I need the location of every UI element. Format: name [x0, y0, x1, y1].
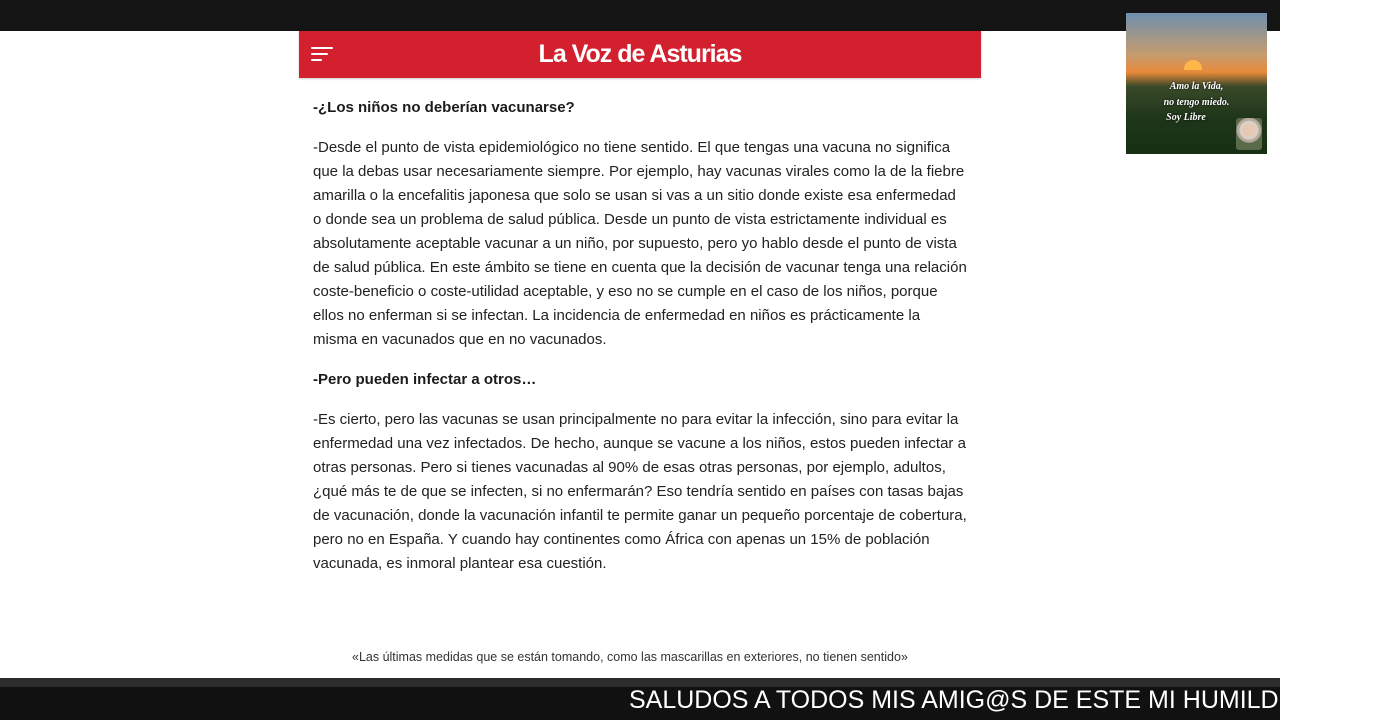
interview-question: -Pero pueden infectar a otros… — [313, 371, 537, 388]
interview-question: -¿Los niños no deberían vacunarse? — [313, 99, 575, 116]
overlay-text: Amo la Vida, — [1169, 81, 1224, 92]
interview-answer: -Desde el punto de vista epidemiológico no tiene sentido. El que tengas una vacuna no significa que la debas usar necesariamente siempre. Por ejemplo, hay vacunas virales como la de la fiebre amarilla o la encefalitis japonesa que solo se usan si vas a un sitio donde existe esa enfermedad o donde sea un problema de salud pública. Desde un punto de vista estrictamente individual es absolutamente aceptable vacunar a un niño, por supuesto, pero yo hablo desde el punto de vista de salud pública. En este ámbito se tiene en cuenta que la decisión de vacunar tenga una relación coste-beneficio o coste-utilidad aceptable, y eso no se cumple en el caso de los niños, porque ellos no enferman si se infectan. La incidencia de enfermedad en niños es prácticamente la misma en vacunados que en no vacunados. — [313, 139, 967, 348]
pull-quote: «Las últimas medidas que se están tomando, como las mascarillas en exteriores, no tienen sentido» — [352, 650, 908, 664]
overlay-text: no tengo miedo. — [1163, 97, 1230, 108]
site-header — [299, 31, 981, 78]
site-logo[interactable]: La Voz de Asturias — [538, 40, 742, 68]
sunset-sun — [1184, 60, 1202, 70]
interview-answer: -Es cierto, pero las vacunas se usan principalmente no para evitar la infección, sino para evitar la enfermedad una vez infectados. De hecho, aunque se vacune a los niños, estos pueden infectar a otras personas. Pero si tienes vacunadas al 90% de esas otras personas, por ejemplo, adultos, ¿qué más te de que se infecten, si no enfermarán? Eso tendría sentido en países con tasas bajas de vacunación, donde la vacunación infantil te permite ganar un pequeño porcentaje de cobertura, pero no en España. Y cuando hay continentes como África con apenas un 15% de población vacunada, es inmoral plantear esa cuestión. — [313, 411, 967, 572]
channel-overlay-image — [1126, 13, 1267, 154]
ticker-text: SALUDOS A TODOS MIS AMIG@S DE ESTE MI HUMILDE CANAL — [629, 686, 1386, 714]
top-bar — [0, 0, 1280, 31]
article-body — [313, 96, 968, 592]
portrait-photo — [1236, 118, 1262, 150]
overlay-text: Soy Libre — [1166, 112, 1206, 123]
